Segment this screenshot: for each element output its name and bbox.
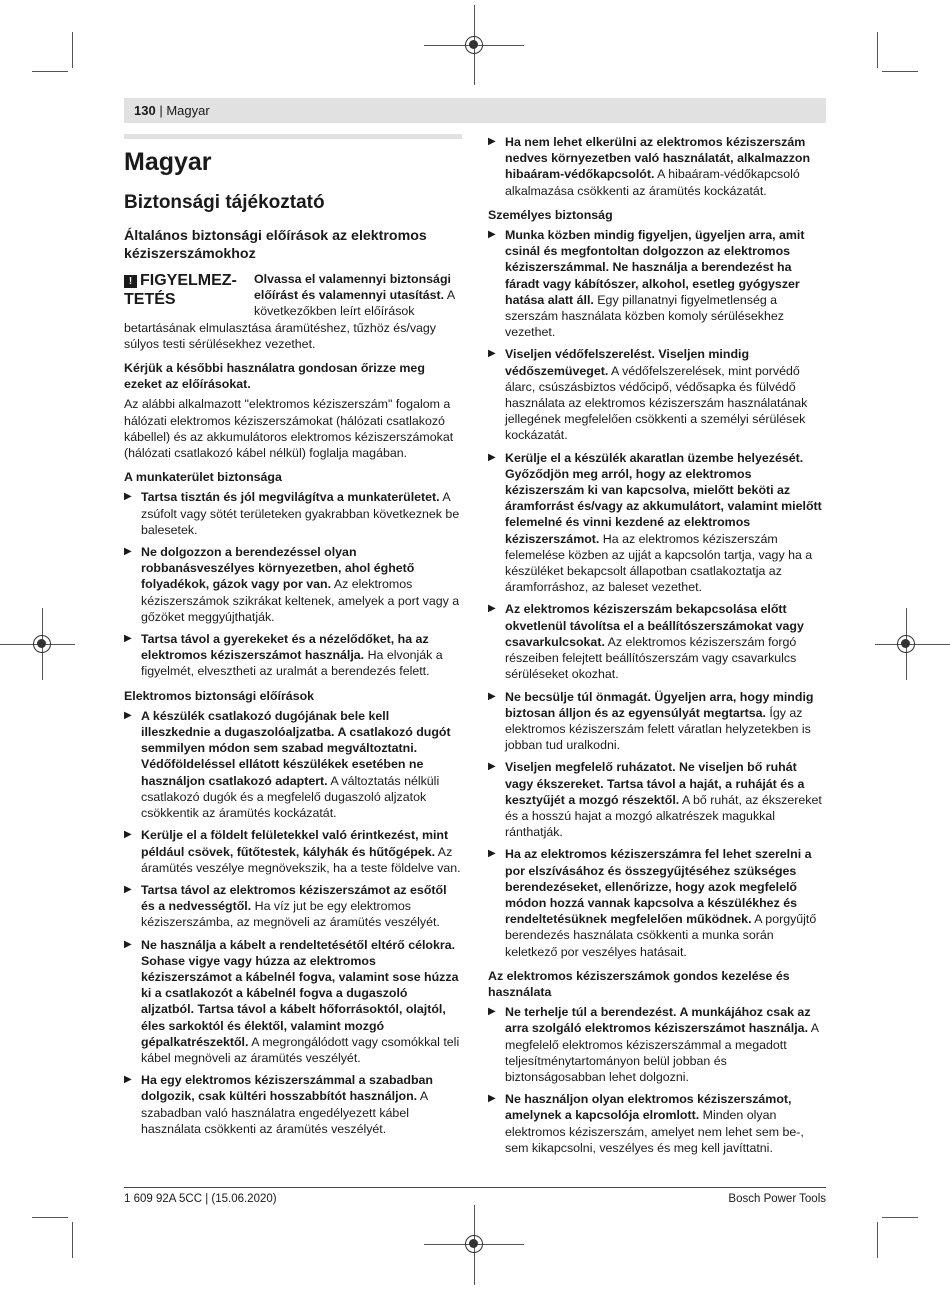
- warning-bold: Olvassa el valamennyi biztonsági előírást és valamennyi utasítást.: [254, 272, 451, 303]
- handling-list: [488, 1004, 826, 1156]
- crop-mark: [877, 1222, 878, 1258]
- item-bold: Kerülje el a készülék akaratlan üzembe helyezését. Győződjön meg arról, hogy az elektromos kéziszerszám ki van kapcsolva, mielőtt beköti az áramforrást és/vagy az akkumulátort, valamint mielőtt felemelné és vinni kezdené az elektromos kéziszerszámot.: [505, 450, 822, 546]
- bullet-arrow-icon: ▶: [124, 709, 132, 721]
- crop-mark: [32, 1217, 68, 1218]
- electrical-list-continued: [488, 134, 826, 199]
- item-bold: Munka közben mindig figyeljen, ügyeljen arra, amit csinál és megfontoltan dolgozzon az elektromos kéziszerszámmal. Ne használja a berendezést ha fáradt vagy kábítószer, alkohol, esetleg gyógyszer hatása alatt áll.: [505, 228, 805, 307]
- list-item: [488, 1004, 826, 1085]
- list-item: [488, 227, 826, 340]
- bullet-arrow-icon: ▶: [124, 829, 132, 841]
- crop-mark: [882, 1217, 918, 1218]
- personal-list: [488, 227, 826, 960]
- bullet-arrow-icon: ▶: [124, 491, 132, 503]
- registration-mark-icon: [33, 635, 51, 653]
- item-text: A szabadban való használatra engedélyezett kábel használata csökkenti az áramütés veszélyét.: [141, 1089, 428, 1136]
- item-text: Az elektromos kéziszerszámok szikrákat keltenek, amelyek a port vagy a gőzöket meggyújthatják.: [141, 577, 460, 624]
- personal-heading: Személyes biztonság: [488, 207, 613, 222]
- item-text: A bő ruhát, az ékszereket és a hosszú hajat a mozgó alkatrészek magukkal ránthatják.: [505, 792, 822, 840]
- right-column: [488, 134, 826, 1162]
- item-text: Így az elektromos kéziszerszám felett váratlan helyzetekben is jobban tud uralkodni.: [505, 705, 811, 753]
- item-bold: Ne használja a kábelt a rendeltetésétől eltérő célokra. Sohase vigye vagy húzza az elektromos kéziszerszámot a kábelnél fogva, valamint sose húzza ki a csatlakozót a kábelnél fogva a dugaszoló aljzatból. Tartsa távol a kábelt hőforrásoktól, olajtól, éles sarkoktól és élektől, valamint mozgó gépalkatrészektől.: [141, 937, 459, 1049]
- registration-mark-icon: [897, 635, 915, 653]
- item-bold: Ne dolgozzon a berendezéssel olyan robbanásveszélyes környezetben, ahol éghető folyadékok, gázok vagy por van.: [141, 545, 415, 592]
- item-text: A zsúfolt vagy sötét területeken gyakrabban következnek be balesetek.: [141, 490, 460, 537]
- registration-mark-icon: [465, 36, 483, 54]
- warning-label-text: FIGYELMEZ-TETÉS: [124, 272, 237, 308]
- item-text: Egy pillanatnyi figyelmetlenség a szerszám használata közben komoly sérülésekhez vezethet.: [505, 292, 784, 340]
- header-language: Magyar: [166, 103, 210, 118]
- work-area-heading: A munkaterület biztonsága: [124, 470, 282, 485]
- list-item: [488, 689, 826, 754]
- list-item: [488, 759, 826, 840]
- bullet-arrow-icon: ▶: [488, 229, 496, 241]
- crop-mark: [882, 71, 918, 72]
- item-bold: Tartsa tisztán és jól megvilágítva a munkaterületet.: [141, 490, 440, 505]
- bullet-arrow-icon: ▶: [488, 136, 496, 147]
- page-title: Magyar: [124, 148, 212, 176]
- electrical-heading: Elektromos biztonsági előírások: [124, 688, 315, 703]
- general-heading: Általános biztonsági előírások az elektromos kéziszerszámokhoz: [124, 228, 427, 262]
- bullet-arrow-icon: ▶: [124, 883, 132, 895]
- bullet-arrow-icon: ▶: [488, 1006, 496, 1018]
- list-item: [488, 846, 826, 959]
- item-bold: Viseljen védőfelszerelést. Viseljen mindig védőszemüveget.: [505, 347, 750, 378]
- page-header-text: 130 | Magyar: [134, 103, 210, 118]
- item-bold: Kerülje el a földelt felületekkel való érintkezést, mint például csövek, fűtőtestek, kályhák és hűtőgépek.: [141, 828, 449, 859]
- item-bold: Ha egy elektromos kéziszerszámmal a szabadban dolgozik, csak kültéri hosszabbítót használjon.: [141, 1073, 434, 1104]
- electrical-list: [124, 708, 462, 1137]
- item-bold: Ha nem lehet elkerülni az elektromos kéziszerszám nedves környezetben való használatát, alkalmazzon hibaáram-védőkapcsolót.: [505, 135, 811, 182]
- list-item: [124, 1072, 462, 1137]
- item-bold: Ne terhelje túl a berendezést. A munkájához csak az arra szolgáló elektromos kéziszerszámot használja.: [505, 1005, 811, 1036]
- bullet-arrow-icon: ▶: [488, 1093, 496, 1105]
- item-text: A megrongálódott vagy csomókkal teli kábel megnöveli az áramütés veszélyét.: [141, 1034, 460, 1065]
- warning-label: [124, 271, 248, 309]
- item-bold: Ne becsülje túl önmagát. Ügyeljen arra, hogy mindig biztosan álljon és az egyensúlyát megtartsa.: [505, 689, 814, 720]
- warning-triangle-icon: !: [124, 275, 137, 288]
- bullet-arrow-icon: ▶: [488, 451, 496, 463]
- keep-notice: Kérjük a későbbi használatra gondosan őrizze meg ezeket az előírásokat.: [124, 361, 425, 392]
- crop-mark: [72, 1222, 73, 1258]
- list-item: [124, 882, 462, 931]
- handling-heading: Az elektromos kéziszerszámok gondos kezelése és használata: [488, 968, 790, 999]
- item-text: Minden olyan elektromos kéziszerszám, amelyet nem lehet sem be-, sem kikapcsolni, veszélyes és meg kell javíttatni.: [505, 1108, 804, 1155]
- item-text: A megfelelő elektromos kéziszerszámmal a megadott teljesítménytartományon belül jobban és biztonságosabban lehet dolgozni.: [505, 1021, 819, 1084]
- page-footer: [124, 1187, 826, 1205]
- item-text: A porgyűjtő berendezés használata csökkenti a munka során keletkező por veszélyes hatásait.: [505, 912, 817, 959]
- page-number: 130: [134, 103, 156, 118]
- work-area-list: [124, 489, 462, 679]
- bullet-arrow-icon: ▶: [488, 761, 496, 773]
- warning-block: [124, 271, 462, 352]
- bullet-arrow-icon: ▶: [124, 938, 132, 950]
- bullet-arrow-icon: ▶: [488, 690, 496, 702]
- bullet-arrow-icon: ▶: [488, 603, 496, 615]
- bullet-arrow-icon: ▶: [488, 848, 496, 860]
- list-item: [488, 1091, 826, 1156]
- bullet-arrow-icon: ▶: [488, 348, 496, 360]
- item-bold: Az elektromos kéziszerszám bekapcsolása előtt okvetlenül távolítsa el a beállítószerszámokat vagy csavarkulcsokat.: [505, 602, 804, 649]
- list-item: [488, 346, 826, 443]
- item-text: Ha elvonják a figyelmét, elvesztheti az uralmát a berendezés felett.: [141, 648, 443, 679]
- list-item: [124, 544, 462, 625]
- list-item: [124, 827, 462, 876]
- list-item: [124, 489, 462, 538]
- list-item: [488, 601, 826, 682]
- item-text: Az elektromos kéziszerszám forgó részeiben felejtett beállítószerszám vagy csavarkulcs sérüléseket okozhat.: [505, 634, 797, 682]
- list-item: [488, 134, 826, 199]
- item-bold: Ha az elektromos kéziszerszámra fel lehet szerelni a por elszívásához és összegyűjtéséhez szükséges berendezéseket, ellenőrizze, hogy azok megfelelő módon hozzá vannak kapcsolva a készülékhez és rendeltetésüknek megfelelően működnek.: [505, 847, 812, 927]
- list-item: [488, 450, 826, 596]
- bullet-arrow-icon: ▶: [124, 1074, 132, 1086]
- left-column: [124, 134, 462, 1143]
- bullet-arrow-icon: ▶: [124, 546, 132, 558]
- section-title: Biztonsági tájékoztató: [124, 192, 325, 213]
- footer-doc-code: 1 609 92A 5CC | (15.06.2020): [124, 1193, 277, 1205]
- crop-mark: [877, 32, 878, 68]
- item-bold: A készülék csatlakozó dugójának bele kell illeszkednie a dugaszolóaljzatba. A csatlakozó dugót semmilyen módon sem szabad megváltoztatni. Védőföldeléssel ellátott készülékek esetében ne használjon csatlakozó adaptert.: [141, 708, 451, 788]
- page-header: [124, 98, 826, 123]
- item-text: A hibaáram-védőkapcsoló alkalmazása csökkenti az áramütés kockázatát.: [505, 167, 800, 198]
- list-item: [124, 631, 462, 680]
- item-bold: Viseljen megfelelő ruházatot. Ne viseljen bő ruhát vagy ékszereket. Tartsa távol a haját, a ruháját és a kesztyűjét a mozgó részektől.: [505, 760, 805, 807]
- item-text: A védőfelszerelések, mint porvédő álarc, csúszásbiztos védőcipő, védősapka és fülvédő használata az elektromos kéziszerszám használatának jellegének megfelelően csökkenti a személyi sérülések kockázatát.: [505, 363, 808, 443]
- item-text: Ha az elektromos kéziszerszám felemelése közben az ujját a kapcsolón tartja, vagy ha a készüléket bekapcsolt állapotban csatlakoztatja az áramforráshoz, az baleset vezethet.: [505, 531, 813, 595]
- list-item: [124, 937, 462, 1067]
- list-item: [124, 708, 462, 821]
- warning-body: A következőkben leírt előírások betartásának elmulasztása áramütéshez, tűzhöz és/vagy súlyos testi sérülésekhez vezethet.: [124, 288, 455, 351]
- item-bold: Tartsa távol az elektromos kéziszerszámot az esőtől és a nedvességtől.: [141, 882, 447, 914]
- footer-brand: Bosch Power Tools: [728, 1193, 826, 1205]
- item-bold: Ne használjon olyan elektromos kéziszerszámot, amelynek a kapcsolója elromlott.: [505, 1092, 792, 1123]
- item-bold: Tartsa távol a gyerekeket és a nézelődőket, ha az elektromos kéziszerszámot használja.: [141, 632, 429, 663]
- registration-mark-icon: [465, 1235, 483, 1253]
- bullet-arrow-icon: ▶: [124, 633, 132, 645]
- definition-text: Az alábbi alkalmazott "elektromos kéziszerszám" fogalom a hálózati elektromos kéziszerszámokat (hálózati csatlakozó kábellel) és az akkumulátoros elektromos kéziszerszámokat (hálózati csatlakozó kábel nélkül) foglalja magában.: [124, 397, 454, 461]
- item-text: Ha víz jut be egy elektromos kéziszerszámba, az megnöveli az áramütés veszélyét.: [141, 899, 440, 930]
- column-rule: [124, 134, 462, 139]
- crop-mark: [32, 71, 68, 72]
- item-text: A változtatás nélküli csatlakozó dugók és a megfelelő dugaszoló aljzatok csökkentik az áramütés kockázatát.: [141, 773, 440, 821]
- item-text: Az áramütés veszélye megnövekszik, ha a teste földelve van.: [141, 844, 461, 875]
- crop-mark: [72, 32, 73, 68]
